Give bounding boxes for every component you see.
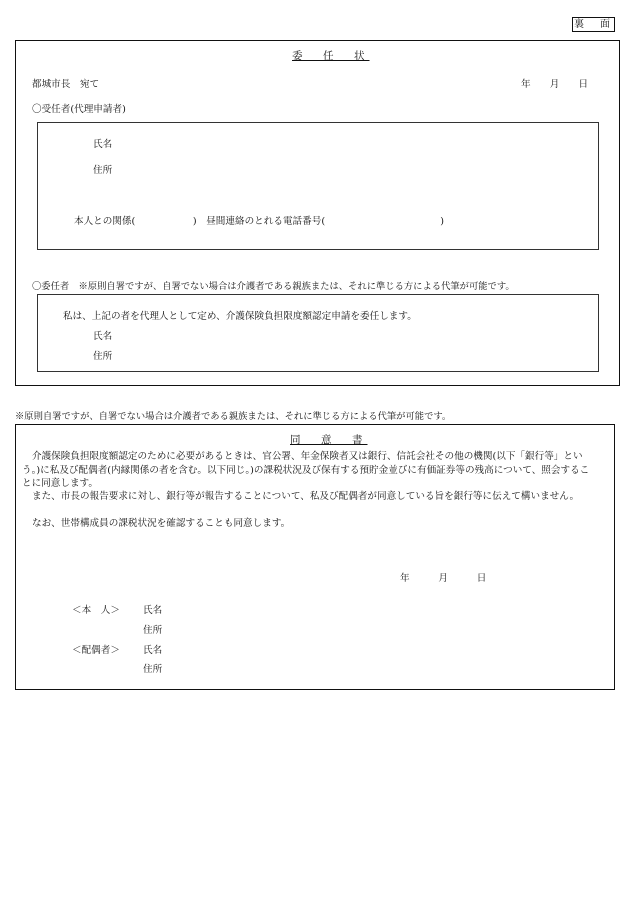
consent-paragraph-2: また、市長の報告要求に対し、銀行等が報告することについて、私及び配偶者が同意している旨を銀行等に伝えて構いません。 xyxy=(32,491,580,502)
proxy-date[interactable]: 年 月 日 xyxy=(521,79,589,90)
delegation-statement: 私は、上記の者を代理人として定め、介護保険負担限度額認定申請を委任します。 xyxy=(63,311,417,322)
self-label: ＜本 人＞ xyxy=(72,605,120,616)
consent-title: 同 意 書 xyxy=(290,434,368,446)
self-address-label: 住所 xyxy=(143,625,163,636)
delegator-name-label: 氏名 xyxy=(93,331,113,342)
proxy-address-label: 住所 xyxy=(93,165,113,176)
self-name-label: 氏名 xyxy=(143,605,163,616)
proxy-heading: 〇受任者(代理申請者) xyxy=(32,104,126,115)
consent-paragraph-1: 介護保険負担限度額認定のために必要があるときは、官公署、年金保険者又は銀行、信託会社その他の機関(以下「銀行等」という。)に私及び配偶者(内縁関係の者を含む。以下同じ。)の課税状況及び保有する預貯金並びに有価証券等の残高について、照会することに同意します。 xyxy=(22,451,590,489)
delegator-heading: 〇委任者 ※原則自署ですが、自署でない場合は介護者である親族または、それに準じる方による代筆が可能です。 xyxy=(32,281,515,292)
consent-paragraph-3: なお、世帯構成員の課税状況を確認することも同意します。 xyxy=(32,518,291,529)
proxy-title: 委 任 状 xyxy=(292,50,370,62)
delegator-info-box xyxy=(37,294,599,372)
delegator-address-label: 住所 xyxy=(93,351,113,362)
spouse-label: ＜配偶者＞ xyxy=(72,645,120,656)
consent-date[interactable]: 年 月 日 xyxy=(400,573,487,584)
relation-phone-line: 本人との関係( ) 昼間連絡のとれる電話番号( ) xyxy=(74,216,444,227)
spouse-name-label: 氏名 xyxy=(143,645,163,656)
proxy-info-box xyxy=(37,122,599,250)
addressee: 都城市長 宛て xyxy=(32,79,100,90)
signature-note: ※原則自署ですが、自署でない場合は介護者である親族または、それに準じる方による代筆が可能です。 xyxy=(15,411,452,422)
proxy-name-label: 氏名 xyxy=(93,139,113,150)
spouse-address-label: 住所 xyxy=(143,664,163,675)
reverse-side-badge: 裏 面 xyxy=(574,19,613,30)
